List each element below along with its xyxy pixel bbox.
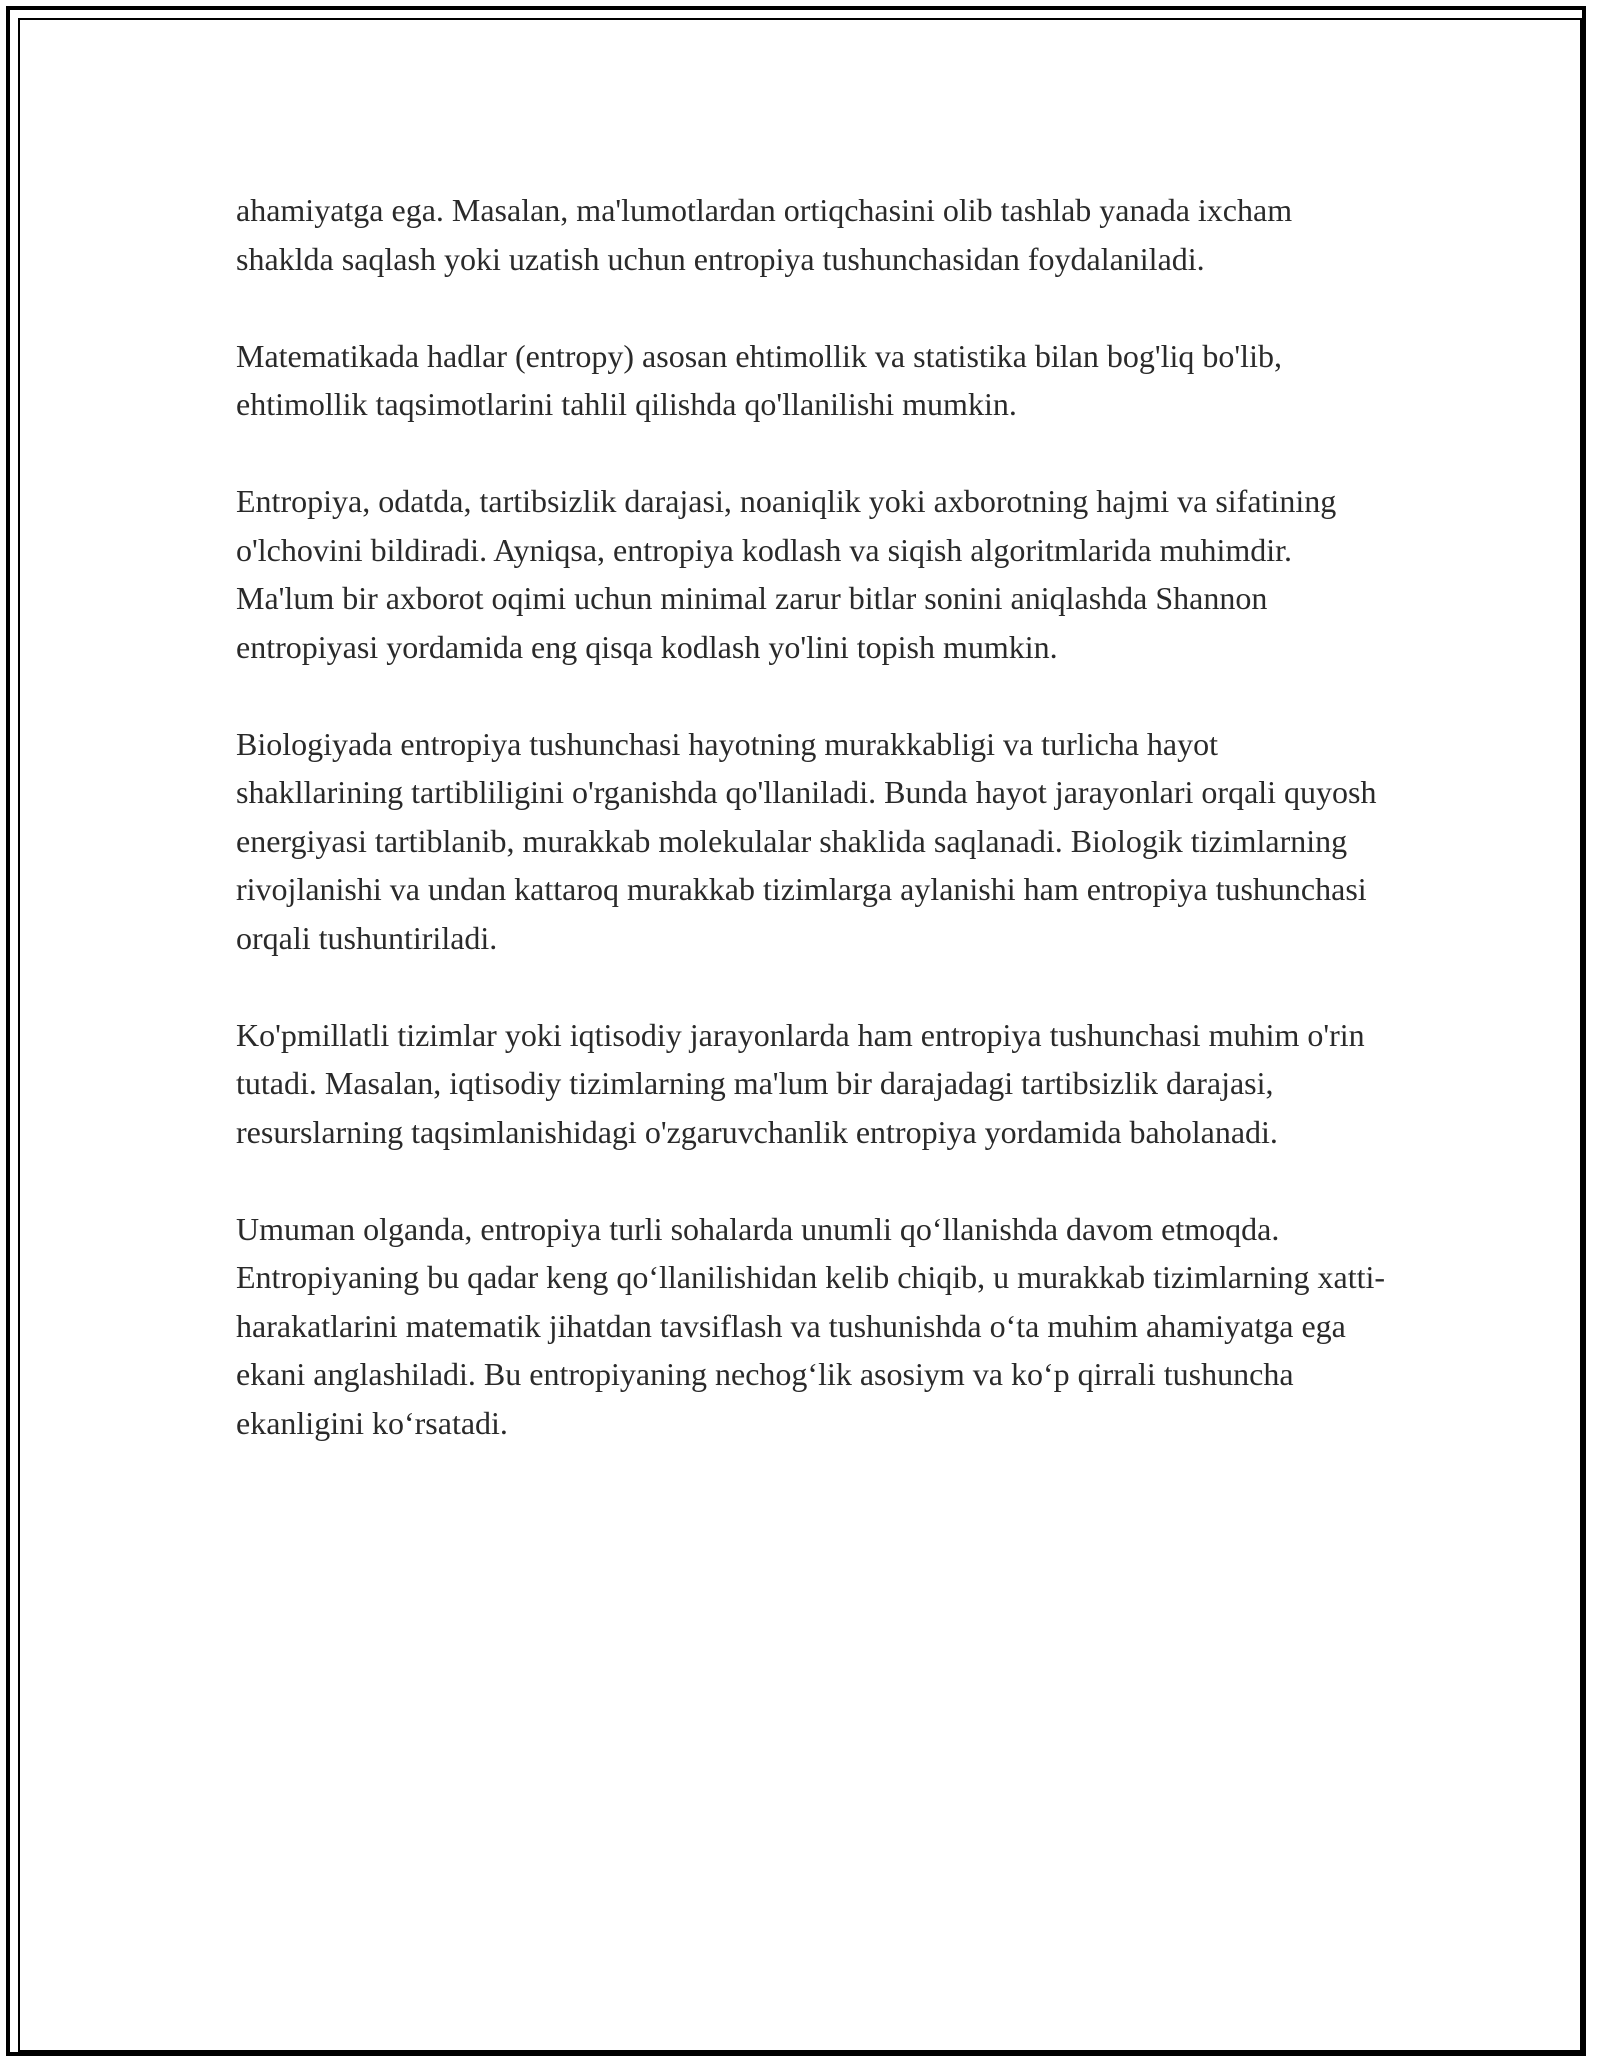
paragraph-6: Umuman olganda, entropiya turli sohalarda unumli qo‘llanishda davom etmoqda. Entropiyaning bu qadar keng qo‘llanilishidan kelib chiqib, u murakkab tizimlarning xatti-harakatlarini matematik jihatdan tavsiflash va tushunishda o‘ta muhim ahamiyatga ega ekani anglashiladi. Bu entropiyaning nechog‘lik asosiym va ko‘p qirrali tushuncha ekanligini ko‘rsatadi. (236, 1210, 1386, 1441)
paragraph-4: Biologiyada entropiya tushunchasi hayotning murakkabligi va turlicha hayot shakllarining tartibliligini o'rganishda qo'llaniladi. Bunda hayot jarayonlari orqali quyosh energiyasi tartiblanib, murakkab molekulalar shaklida saqlanadi. Biologik tizimlarning rivojlanishi va undan kattaroq murakkab tizimlarga aylanishi ham entropiya tushunchasi orqali tushuntiriladi. (236, 725, 1377, 956)
paragraph-2: Matematikada hadlar (entropy) asosan ehtimollik va statistika bilan bog'liq bo'lib, ehtimollik taqsimotlarini tahlil qilishda qo'llanilishi mumkin. (236, 337, 1282, 422)
document-body (236, 186, 1386, 1496)
paragraph-1: ahamiyatga ega. Masalan, ma'lumotlardan ortiqchasini olib tashlab yanada ixcham shaklda saqlash yoki uzatish uchun entropiya tushunchasidan foydalaniladi. (236, 192, 1293, 277)
paragraph-5: Ko'pmillatli tizimlar yoki iqtisodiy jarayonlarda ham entropiya tushunchasi muhim o'rin tutadi. Masalan, iqtisodiy tizimlarning ma'lum bir darajadagi tartibsizlik darajasi, resurslarning taqsimlanishidagi o'zgaruvchanlik entropiya yordamida baholanadi. (236, 1016, 1365, 1150)
paragraph-3: Entropiya, odatda, tartibsizlik darajasi, noaniqlik yoki axborotning hajmi va sifatining o'lchovini bildiradi. Ayniqsa, entropiya kodlash va siqish algoritmlarida muhimdir. Ma'lum bir axborot oqimi uchun minimal zarur bitlar sonini aniqlashda Shannon entropiyasi yordamida eng qisqa kodlash yo'lini topish mumkin. (236, 483, 1337, 665)
